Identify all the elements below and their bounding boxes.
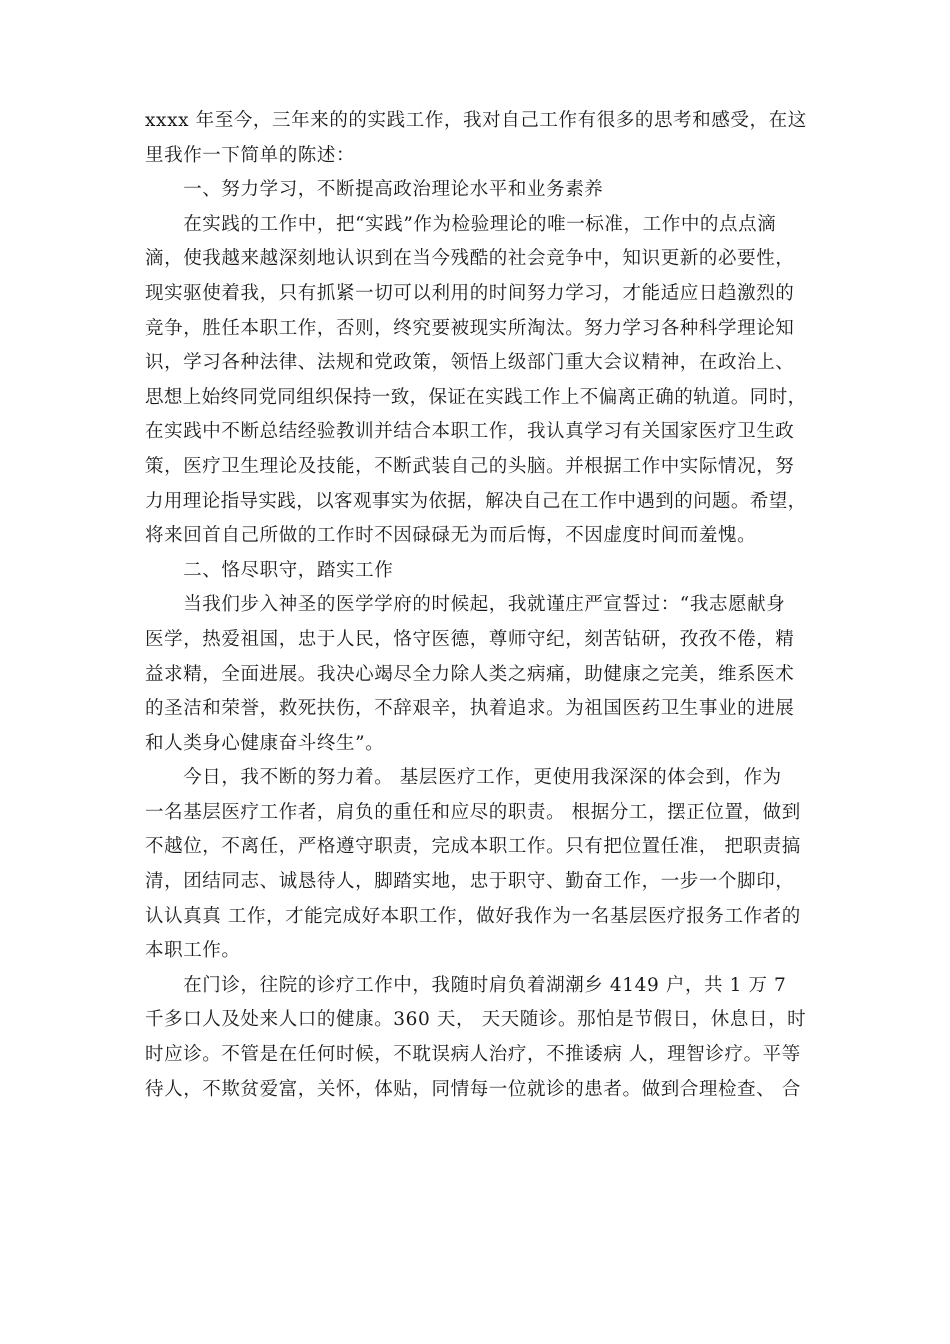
text-line: 在实践的工作中，把“实践”作为检验理论的唯一标准，工作中的点点滴: [145, 213, 777, 235]
text-line: 识，学习各种法律、法规和党政策，领悟上级部门重大会议精神，在政治上、: [145, 352, 795, 374]
text-line: 益求精，全面进展。我决心竭尽全力除人类之病痛，助健康之完美，维系医术: [145, 663, 795, 685]
document-body: [145, 104, 807, 1107]
text-line: 二、恪尽职守，踏实工作: [145, 559, 394, 581]
text-line: 清，团结同志、诚恳待人，脚踏实地，忠于职守、勤奋工作，一步一个脚印，: [145, 871, 795, 893]
text-line: 一、努力学习，不断提高政治理论水平和业务素养: [145, 179, 604, 201]
text-line: 时应诊。不管是在任何时候，不耽误病人治疗，不推诿病 人，理智诊疗。平等: [145, 1044, 801, 1066]
text-line: 力用理论指导实践，以客观事实为依据，解决自己在工作中遇到的问题。希望，: [145, 490, 807, 512]
text-line: 在门诊，往院的诊疗工作中，我随时肩负着湖潮乡 4149 户，共 1 万 7: [145, 974, 787, 996]
text-line: xxxx 年至今，三年来的的实践工作，我对自己工作有很多的思考和感受，在这: [145, 110, 807, 131]
text-line: 千多口人及处来人口的健康。360 天， 天天随诊。那怕是节假日，休息日，时: [145, 1009, 807, 1031]
text-line: 认认真真 工作，才能完成好本职工作，做好我作为一名基层医疗报务工作者的: [145, 905, 801, 927]
text-line: 将来回首自己所做的工作时不因碌碌无为而后悔，不因虚度时间而羞愧。: [145, 525, 757, 547]
text-line: 的圣洁和荣誉，救死扶伤，不辞艰辛，执着追求。为祖国医药卫生事业的进展: [145, 698, 795, 720]
text-line: 当我们步入神圣的医学学府的时候起，我就谨庄严宣誓过：“我志愿献身: [145, 594, 786, 616]
text-line: 本职工作。: [145, 940, 241, 962]
text-line: 和人类身心健康奋斗终生”。: [145, 732, 385, 754]
text-line: 在实践中不断总结经验教训并结合本职工作，我认真学习有关国家医疗卫生政: [145, 421, 795, 443]
text-line: 待人，不欺贫爱富，关怀，体贴，同情每一位就诊的患者。做到合理检查、 合: [145, 1078, 801, 1100]
text-line: 竞争，胜任本职工作，否则，终究要被现实所淘汰。努力学习各种科学理论知: [145, 317, 795, 339]
text-line: 策，医疗卫生理论及技能，不断武装自己的头脑。并根据工作中实际情况，努: [145, 455, 795, 477]
text-line: 不越位，不离任，严格遵守职责，完成本职工作。只有把位置任准， 把职责搞: [145, 836, 801, 858]
text-line: 滴，使我越来越深刻地认识到在当今残酷的社会竞争中，知识更新的必要性，: [145, 248, 795, 270]
text-line: 现实驱使着我，只有抓紧一切可以利用的时间努力学习，才能适应日趋激烈的: [145, 282, 795, 304]
text-line: 今日，我不断的努力着。 基层医疗工作，更使用我深深的体会到，作为: [145, 767, 782, 789]
text-line: 思想上始终同党同组织保持一致，保证在实践工作上不偏离正确的轨道。同时，: [145, 386, 807, 408]
text-line: 一名基层医疗工作者，肩负的重任和应尽的职责。 根据分工，摆正位置，做到: [145, 801, 801, 823]
text-line: 医学，热爱祖国，忠于人民，恪守医德，尊师守纪，刻苦钻研，孜孜不倦，精: [145, 628, 795, 650]
text-line: 里我作一下简单的陈述：: [145, 144, 356, 166]
